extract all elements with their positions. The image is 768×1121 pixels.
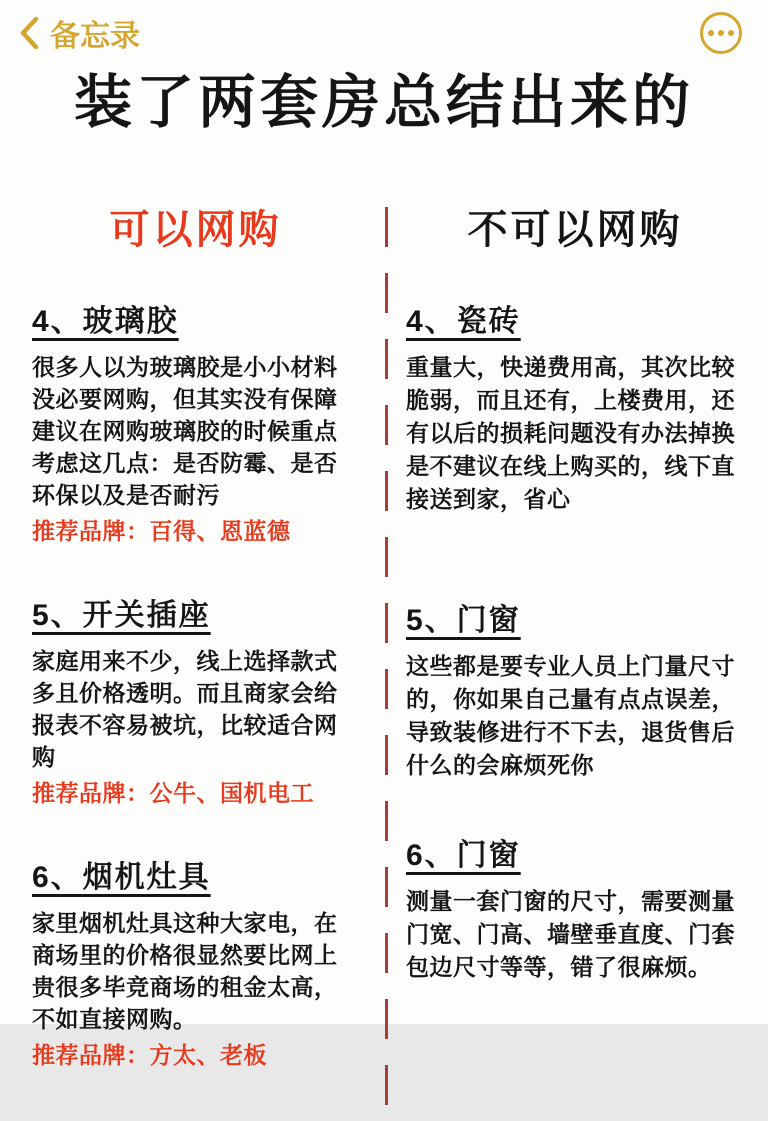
ellipsis-icon — [718, 30, 724, 36]
ellipsis-icon — [708, 30, 714, 36]
more-button[interactable] — [700, 12, 742, 54]
section-range-hood-stove — [32, 859, 359, 1071]
page-title: 装了两套房总结出来的 — [73, 70, 694, 135]
brand-recommendation: 推荐品牌：百得、恩蓝德 — [32, 517, 291, 544]
column-can-buy-online — [0, 207, 385, 1121]
section-doors-windows-measure — [406, 602, 744, 782]
column-cannot-buy-online — [388, 207, 768, 1121]
section-body: 家庭用来不少，线上选择款式多且价格透明。而且商家会给报表不容易被坑，比较适合网购 — [32, 647, 338, 770]
section-heading: 6、门窗 — [406, 838, 521, 872]
section-heading: 5、开关插座 — [32, 598, 211, 632]
section-body: 测量一套门窗的尺寸，需要测量门宽、门高、墙壁垂直度、门套包边尺寸等等，错了很麻烦。 — [406, 887, 735, 980]
back-button[interactable] — [18, 11, 140, 55]
section-heading: 4、瓷砖 — [406, 304, 521, 338]
section-heading: 4、玻璃胶 — [32, 304, 179, 338]
section-switch-socket — [32, 597, 359, 809]
brand-recommendation: 推荐品牌：公牛、国机电工 — [32, 779, 314, 806]
section-tiles — [406, 303, 744, 516]
section-heading: 5、门窗 — [406, 603, 521, 637]
section-body: 家里烟机灶具这种大家电，在商场里的价格很显然要比网上贵很多毕竞商场的租金太高，不如直接网购。 — [32, 909, 338, 1032]
section-body: 很多人以为玻璃胶是小小材料没必要网购，但其实没有保障建议在网购玻璃胶的时候重点考虑这几点：是否防霉、是否环保以及是否耐污 — [32, 353, 338, 508]
note-content — [0, 207, 768, 1121]
brand-recommendation: 推荐品牌：方太、老板 — [32, 1041, 267, 1068]
back-label: 备忘录 — [50, 20, 140, 53]
section-heading: 6、烟机灶具 — [32, 860, 211, 894]
section-doors-windows-size — [406, 837, 744, 984]
ellipsis-icon — [728, 30, 734, 36]
section-glass-glue — [32, 303, 359, 547]
column-header-cannot-buy: 不可以网购 — [467, 207, 683, 252]
column-header-can-buy: 可以网购 — [109, 207, 282, 252]
navbar — [0, 0, 768, 52]
section-body: 这些都是要专业人员上门量尺寸的，你如果自己量有点点误差，导致装修进行不下去，退货售后什么的会麻烦死你 — [406, 652, 735, 778]
chevron-left-icon — [18, 16, 40, 50]
section-body: 重量大，快递费用高，其次比较脆弱，而且还有，上楼费用，还有以后的损耗问题没有办法掉换是不建议在线上购买的，线下直接送到家，省心 — [406, 353, 735, 512]
